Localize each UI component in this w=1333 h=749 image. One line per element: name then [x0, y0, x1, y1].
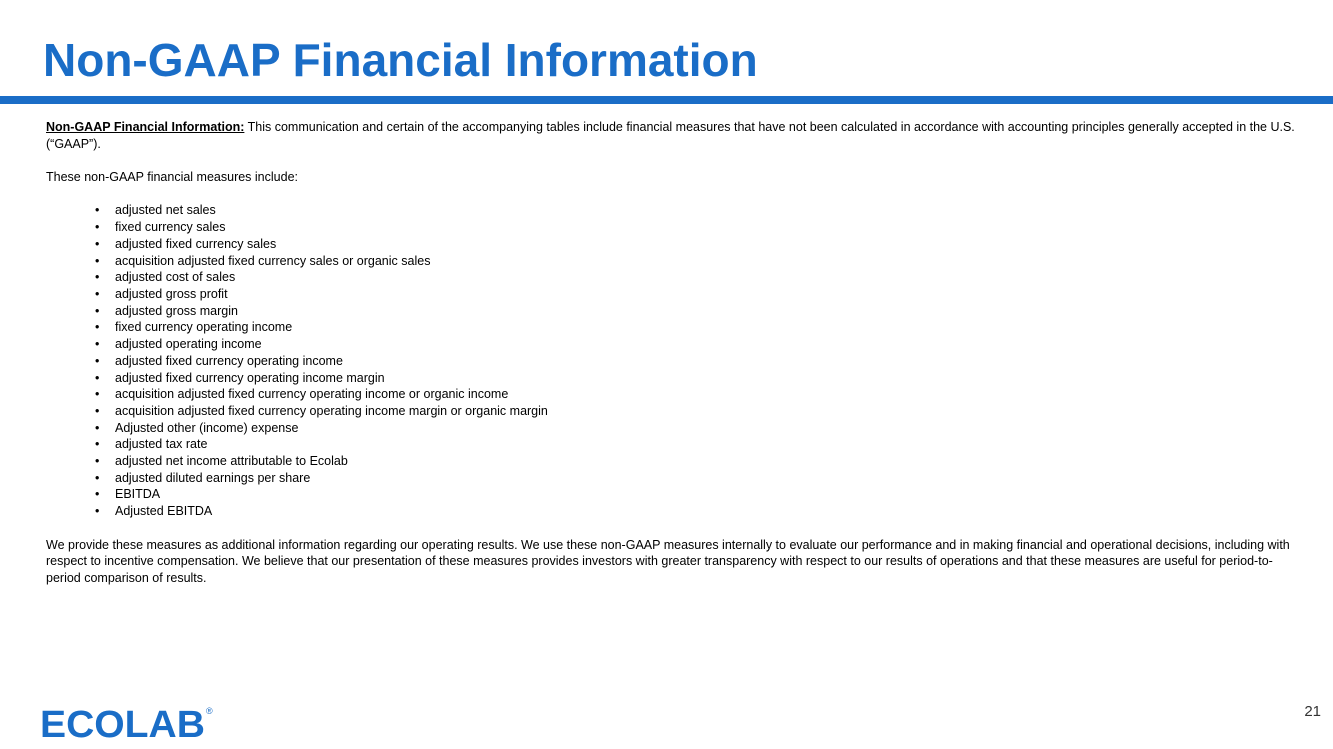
list-item-text: adjusted fixed currency sales	[115, 236, 277, 251]
list-item	[95, 286, 1296, 303]
list-item	[95, 436, 1296, 453]
bullet-icon: •	[95, 454, 100, 469]
bullet-icon: •	[95, 487, 100, 502]
bullet-icon: •	[95, 320, 100, 335]
list-item-text: adjusted fixed currency operating income	[115, 353, 343, 368]
bullet-icon: •	[95, 220, 100, 235]
bullet-icon: •	[95, 420, 100, 435]
list-item	[95, 219, 1296, 236]
bullet-icon: •	[95, 253, 100, 268]
bullet-icon: •	[95, 437, 100, 452]
closing-paragraph: We provide these measures as additional information regarding our operating results. We use these non-GAAP measures internally to evaluate our performance and in making financial and operational decisions, including with respect to incentive compensation. We believe that our presentation of these measures provides investors with greater transparency with respect to our results of operations and that these measures are useful for period-to-period comparison of results.	[46, 537, 1290, 585]
bullet-icon: •	[95, 504, 100, 519]
bullet-icon: •	[95, 353, 100, 368]
list-item-text: acquisition adjusted fixed currency operating income margin or organic margin	[115, 403, 548, 418]
list-item	[95, 202, 1296, 219]
list-item	[95, 403, 1296, 420]
bullet-icon: •	[95, 287, 100, 301]
bullet-icon: •	[95, 387, 100, 402]
list-item	[95, 319, 1296, 336]
list-item-text: fixed currency operating income	[115, 320, 293, 335]
list-item-text: adjusted gross margin	[115, 303, 238, 318]
list-item	[95, 303, 1296, 320]
list-item	[95, 486, 1296, 503]
list-item	[95, 370, 1296, 387]
list-item-text: adjusted operating income	[115, 337, 262, 352]
intro-label: Non-GAAP Financial Information:	[46, 120, 245, 134]
bullet-icon: •	[95, 236, 100, 251]
list-item	[95, 386, 1296, 403]
logo-registered-mark: ®	[206, 706, 213, 716]
list-item-text: fixed currency sales	[115, 220, 226, 235]
list-item	[95, 236, 1296, 253]
list-item-text: Adjusted EBITDA	[115, 504, 213, 519]
list-item	[95, 453, 1296, 470]
list-item-text: Adjusted other (income) expense	[115, 420, 299, 435]
ecolab-logo-icon	[40, 704, 215, 740]
list-item	[95, 269, 1296, 286]
bullet-icon: •	[95, 203, 100, 218]
logo-text: ECOLAB	[40, 704, 205, 740]
list-item	[95, 420, 1296, 437]
measures-list	[46, 202, 1296, 519]
list-item-text: acquisition adjusted fixed currency sales or organic sales	[115, 253, 431, 268]
list-item-text: adjusted fixed currency operating income margin	[115, 370, 385, 385]
list-item-text: EBITDA	[115, 487, 161, 502]
title-divider	[0, 96, 1333, 104]
intro-paragraph	[46, 119, 1296, 152]
list-item-text: adjusted net income attributable to Ecolab	[115, 454, 348, 469]
list-item	[95, 253, 1296, 270]
bullet-icon: •	[95, 337, 100, 352]
content-body	[46, 119, 1296, 587]
bullet-icon: •	[95, 403, 100, 418]
list-item-text: adjusted cost of sales	[115, 270, 236, 285]
list-item	[95, 336, 1296, 353]
list-item-text: adjusted tax rate	[115, 437, 208, 452]
list-item	[95, 470, 1296, 487]
list-item-text: acquisition adjusted fixed currency operating income or organic income	[115, 387, 509, 402]
page-number: 21	[1304, 703, 1321, 720]
list-item-text: adjusted diluted earnings per share	[115, 470, 311, 485]
bullet-icon: •	[95, 270, 100, 285]
intro-text: This communication and certain of the accompanying tables include financial measures that have not been calculated in accordance with accounting principles generally accepted in the U.S. (“GAAP”).	[46, 120, 1295, 151]
bullet-icon: •	[95, 470, 100, 485]
page-title: Non-GAAP Financial Information	[43, 34, 758, 86]
bullet-icon: •	[95, 303, 100, 318]
list-item	[95, 353, 1296, 370]
list-item	[95, 503, 1296, 520]
list-item-text: adjusted net sales	[115, 203, 216, 218]
measures-intro: These non-GAAP financial measures include:	[46, 170, 298, 185]
bullet-icon: •	[95, 370, 100, 385]
list-item-text: adjusted gross profit	[115, 287, 228, 301]
